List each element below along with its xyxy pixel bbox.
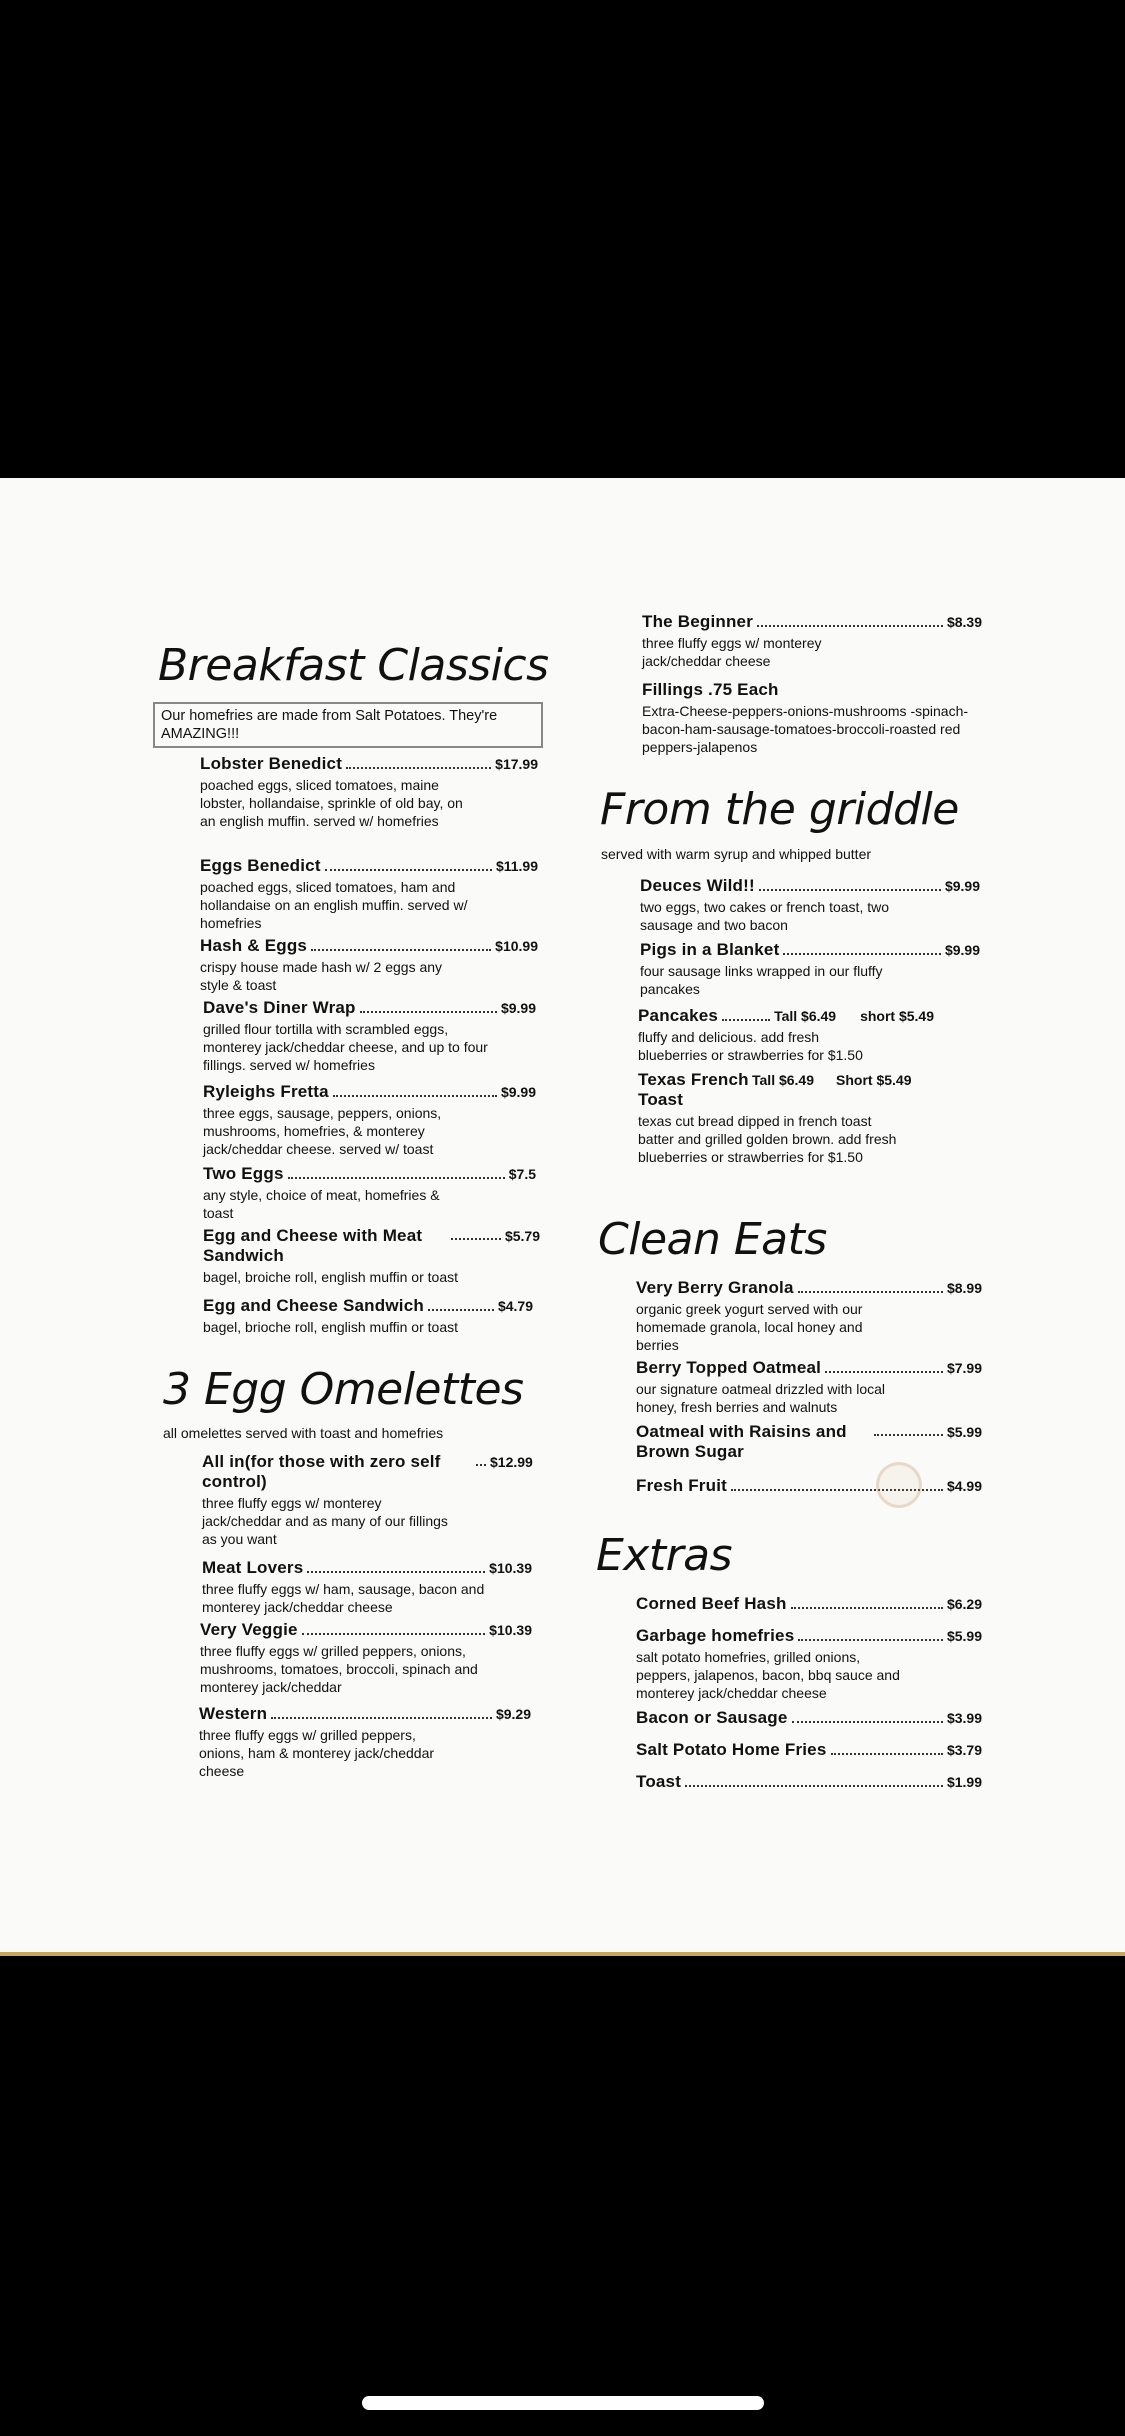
- item-desc: three fluffy eggs w/ monterey jack/cheddar and as many of our fillings as you want: [202, 1495, 448, 1547]
- item-price: $9.99: [944, 942, 980, 958]
- item-desc: organic greek yogurt served with our homemade granola, local honey and berries: [636, 1301, 863, 1353]
- item-desc: any style, choice of meat, homefries & toast: [203, 1187, 440, 1221]
- item-desc: salt potato homefries, grilled onions, peppers, jalapenos, bacon, bbq sauce and monterey jack/cheddar cheese: [636, 1649, 900, 1701]
- item-name: Hash & Eggs: [200, 936, 308, 955]
- item-desc: three fluffy eggs w/ ham, sausage, bacon and monterey jack/cheddar cheese: [202, 1581, 485, 1615]
- item-name: Eggs Benedict: [200, 856, 321, 875]
- menu-page: [0, 478, 1125, 1956]
- item-price: $3.79: [946, 1742, 982, 1758]
- item-price: $8.99: [946, 1280, 982, 1296]
- item-price: $17.99: [495, 756, 538, 772]
- menu-item: [636, 1358, 982, 1416]
- item-tall-price: Tall $6.49: [752, 1072, 815, 1088]
- item-name: Fresh Fruit: [636, 1476, 727, 1495]
- menu-item: [200, 1620, 532, 1696]
- item-name: Garbage homefries: [636, 1626, 795, 1645]
- extras-title: Extras: [596, 1530, 733, 1581]
- menu-item: [636, 1422, 982, 1462]
- item-name: Oatmeal with Raisins and Brown Sugar: [636, 1422, 847, 1461]
- item-short-price: short $5.49: [860, 1008, 935, 1024]
- item-desc: fluffy and delicious. add fresh blueberries or strawberries for $1.50: [638, 1029, 863, 1063]
- griddle-title: From the griddle: [600, 784, 959, 835]
- menu-item: [203, 1082, 536, 1158]
- item-price: $12.99: [490, 1454, 533, 1470]
- griddle-subtitle: served with warm syrup and whipped butter: [601, 846, 872, 862]
- item-desc: bagel, brioche roll, english muffin or toast: [203, 1319, 458, 1335]
- fillings-desc: Extra-Cheese-peppers-onions-mushrooms -spinach-bacon-ham-sausage-tomatoes-broccoli-roasted red peppers-jalapenos: [642, 703, 969, 755]
- menu-item: [642, 612, 982, 670]
- item-price: $10.39: [489, 1560, 532, 1576]
- menu-item: [203, 1296, 533, 1336]
- menu-item: [638, 1006, 1034, 1064]
- item-price: $3.99: [946, 1710, 982, 1726]
- item-name: Western: [199, 1704, 268, 1723]
- item-price: $11.99: [495, 858, 538, 874]
- menu-item: [636, 1740, 982, 1760]
- item-desc: texas cut bread dipped in french toast batter and grilled golden brown. add fresh blueberries or strawberries for $1.50: [638, 1113, 897, 1165]
- menu-item: [199, 1704, 531, 1780]
- menu-item: [640, 940, 980, 998]
- item-price: $8.39: [946, 614, 982, 630]
- item-name: Meat Lovers: [202, 1558, 304, 1577]
- menu-item: [203, 998, 536, 1074]
- item-price: $7.99: [946, 1360, 982, 1376]
- item-name: Corned Beef Hash: [636, 1594, 787, 1613]
- home-indicator[interactable]: [362, 2396, 764, 2410]
- item-short-price: Short $5.49: [836, 1072, 912, 1088]
- fillings: [642, 680, 982, 756]
- item-name: Texas French Toast: [638, 1070, 749, 1109]
- homefries-note: Our homefries are made from Salt Potatoes. They're AMAZING!!!: [153, 702, 543, 748]
- clean-eats-title: Clean Eats: [598, 1214, 827, 1265]
- item-desc: three fluffy eggs w/ grilled peppers, onions, mushrooms, tomatoes, broccoli, spinach and monterey jack/cheddar: [200, 1643, 478, 1695]
- menu-item: [636, 1594, 982, 1614]
- menu-item: [203, 1164, 536, 1222]
- item-price: $7.5: [508, 1166, 536, 1182]
- item-name: Deuces Wild!!: [640, 876, 755, 895]
- item-desc: two eggs, two cakes or french toast, two sausage and two bacon: [640, 899, 890, 933]
- menu-item: [202, 1452, 532, 1548]
- fillings-title: Fillings .75 Each: [642, 680, 779, 699]
- item-price: $5.99: [946, 1628, 982, 1644]
- menu-item: [200, 936, 538, 994]
- item-name: Very Veggie: [200, 1620, 298, 1639]
- item-name: Dave's Diner Wrap: [203, 998, 356, 1017]
- menu-item: [636, 1708, 982, 1728]
- menu-item: [200, 754, 538, 830]
- item-tall-price: Tall $6.49: [774, 1008, 837, 1024]
- item-desc: bagel, broiche roll, english muffin or toast: [203, 1269, 458, 1285]
- item-name: Egg and Cheese Sandwich: [203, 1296, 424, 1315]
- menu-item: [636, 1476, 982, 1496]
- item-price: $4.99: [946, 1478, 982, 1494]
- item-price: $10.99: [495, 938, 538, 954]
- item-desc: poached eggs, sliced tomatoes, maine lobster, hollandaise, sprinkle of old bay, on an english muffin. served w/ homefries: [200, 777, 463, 829]
- item-price: $5.79: [504, 1228, 540, 1244]
- item-price: $6.29: [946, 1596, 982, 1612]
- item-desc: four sausage links wrapped in our fluffy pancakes: [640, 963, 883, 997]
- item-price: $9.29: [495, 1706, 531, 1722]
- menu-item: [636, 1278, 982, 1354]
- item-name: Two Eggs: [203, 1164, 284, 1183]
- item-desc: crispy house made hash w/ 2 eggs any style & toast: [200, 959, 443, 993]
- item-desc: poached eggs, sliced tomatoes, ham and hollandaise on an english muffin. served w/ homefries: [200, 879, 468, 931]
- item-name: Pigs in a Blanket: [640, 940, 780, 959]
- item-price: $10.39: [489, 1622, 532, 1638]
- item-price: $9.99: [944, 878, 980, 894]
- item-name: Toast: [636, 1772, 682, 1791]
- item-name: The Beginner: [642, 612, 754, 631]
- item-desc: three fluffy eggs w/ monterey jack/cheddar cheese: [642, 635, 822, 669]
- item-desc: three eggs, sausage, peppers, onions, mushrooms, homefries, & monterey jack/cheddar cheese. served w/ toast: [203, 1105, 442, 1157]
- item-name: Very Berry Granola: [636, 1278, 794, 1297]
- coffee-stain: [876, 1462, 922, 1508]
- item-name: Pancakes: [638, 1006, 719, 1025]
- item-name: Bacon or Sausage: [636, 1708, 788, 1727]
- omelettes-title: 3 Egg Omelettes: [163, 1364, 524, 1415]
- item-price: $9.99: [500, 1084, 536, 1100]
- menu-item: [200, 856, 538, 932]
- omelettes-subtitle: all omelettes served with toast and homefries: [163, 1425, 444, 1441]
- item-price: $4.79: [497, 1298, 533, 1314]
- menu-item: [640, 876, 980, 934]
- item-desc: our signature oatmeal drizzled with local honey, fresh berries and walnuts: [636, 1381, 886, 1415]
- item-name: All in(for those with zero self control): [202, 1452, 441, 1491]
- item-desc: grilled flour tortilla with scrambled eggs, monterey jack/cheddar cheese, and up to four fillings. served w/ homefries: [203, 1021, 488, 1073]
- menu-item: [202, 1558, 532, 1616]
- menu-item: [203, 1226, 540, 1286]
- menu-item: [636, 1772, 982, 1792]
- menu-item: [636, 1626, 982, 1702]
- item-price: $5.99: [946, 1424, 982, 1440]
- breakfast-title: Breakfast Classics: [158, 640, 549, 691]
- item-price: $9.99: [500, 1000, 536, 1016]
- item-desc: three fluffy eggs w/ grilled peppers, onions, ham & monterey jack/cheddar cheese: [199, 1727, 435, 1779]
- item-name: Lobster Benedict: [200, 754, 343, 773]
- item-name: Egg and Cheese with Meat Sandwich: [203, 1226, 423, 1265]
- item-price: $1.99: [946, 1774, 982, 1790]
- item-name: Berry Topped Oatmeal: [636, 1358, 822, 1377]
- menu-item: [638, 1070, 1034, 1166]
- item-name: Salt Potato Home Fries: [636, 1740, 827, 1759]
- item-name: Ryleighs Fretta: [203, 1082, 329, 1101]
